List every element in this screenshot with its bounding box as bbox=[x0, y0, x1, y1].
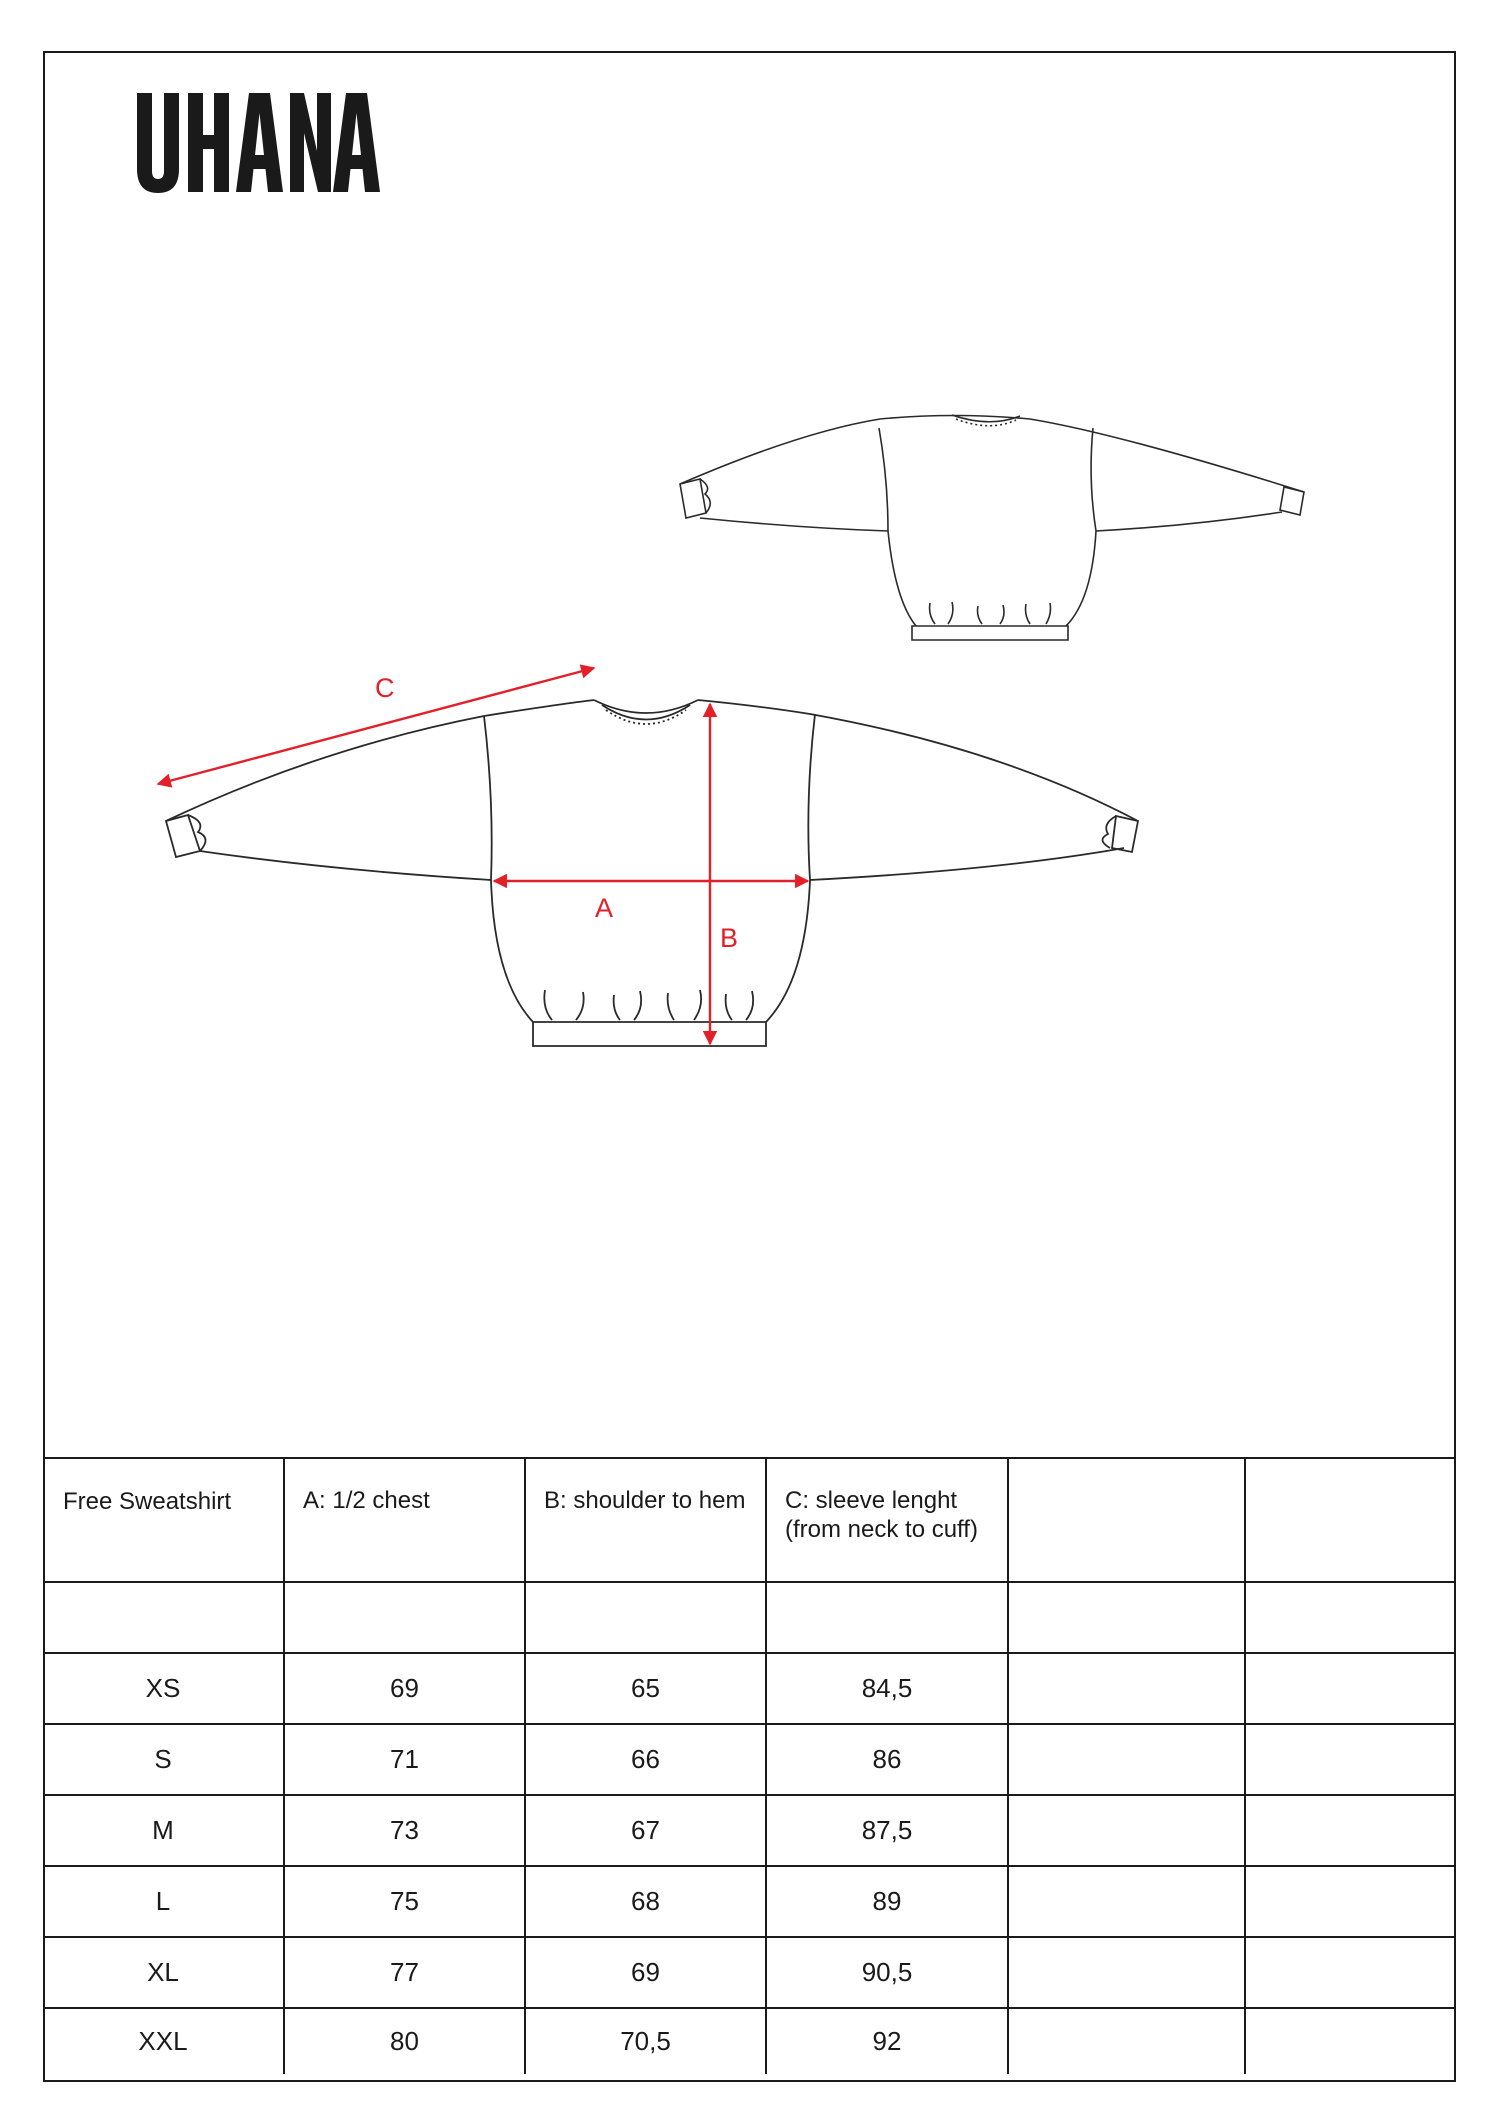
table-row bbox=[43, 1724, 1456, 1795]
measure-arrows bbox=[158, 668, 808, 1044]
chest-cell: 73 bbox=[284, 1795, 525, 1866]
chest-cell: 71 bbox=[284, 1724, 525, 1795]
size-cell: XS bbox=[43, 1653, 284, 1724]
size-cell: XL bbox=[43, 1937, 284, 2008]
table-row bbox=[43, 2008, 1456, 2074]
header-cell: C: sleeve lenght (from neck to cuff) bbox=[766, 1458, 1008, 1582]
size-cell: S bbox=[43, 1724, 284, 1795]
sleeve-cell: 84,5 bbox=[766, 1653, 1008, 1724]
empty-cell bbox=[1245, 2008, 1456, 2074]
size-table bbox=[43, 1457, 1456, 2074]
sleeve-cell: 86 bbox=[766, 1724, 1008, 1795]
table-row bbox=[43, 1795, 1456, 1866]
sleeve-cell: 92 bbox=[766, 2008, 1008, 2074]
table-row bbox=[43, 1937, 1456, 2008]
table-header-row bbox=[43, 1458, 1456, 1582]
empty-cell bbox=[1008, 1866, 1245, 1937]
table-row bbox=[43, 1866, 1456, 1937]
length-cell: 65 bbox=[525, 1653, 766, 1724]
table-row bbox=[43, 1653, 1456, 1724]
empty-cell bbox=[1245, 1724, 1456, 1795]
empty-cell bbox=[1008, 1724, 1245, 1795]
sleeve-cell: 87,5 bbox=[766, 1795, 1008, 1866]
sweatshirt-front-view bbox=[166, 700, 1138, 1046]
header-cell bbox=[1245, 1458, 1456, 1582]
size-cell: M bbox=[43, 1795, 284, 1866]
length-cell: 66 bbox=[525, 1724, 766, 1795]
empty-cell bbox=[1008, 2008, 1245, 2074]
empty-cell bbox=[1008, 1937, 1245, 2008]
empty-cell bbox=[1008, 1653, 1245, 1724]
empty-cell bbox=[1245, 1866, 1456, 1937]
header-cell: Free Sweatshirt bbox=[43, 1458, 284, 1582]
header-cell: A: 1/2 chest bbox=[284, 1458, 525, 1582]
length-cell: 67 bbox=[525, 1795, 766, 1866]
length-cell: 70,5 bbox=[525, 2008, 766, 2074]
sleeve-cell: 90,5 bbox=[766, 1937, 1008, 2008]
length-cell: 69 bbox=[525, 1937, 766, 2008]
measure-label-c: C bbox=[375, 673, 395, 703]
empty-cell bbox=[1245, 1937, 1456, 2008]
empty-cell bbox=[1008, 1795, 1245, 1866]
size-cell: L bbox=[43, 1866, 284, 1937]
size-cell: XXL bbox=[43, 2008, 284, 2074]
empty-cell bbox=[1245, 1795, 1456, 1866]
header-cell bbox=[1008, 1458, 1245, 1582]
chest-cell: 80 bbox=[284, 2008, 525, 2074]
chest-cell: 69 bbox=[284, 1653, 525, 1724]
chest-cell: 77 bbox=[284, 1937, 525, 2008]
chest-cell: 75 bbox=[284, 1866, 525, 1937]
measure-label-b: B bbox=[720, 923, 739, 953]
header-cell: B: shoulder to hem bbox=[525, 1458, 766, 1582]
table-spacer-row bbox=[43, 1582, 1456, 1653]
empty-cell bbox=[1245, 1653, 1456, 1724]
sleeve-cell: 89 bbox=[766, 1866, 1008, 1937]
sweatshirt-back-view bbox=[680, 415, 1304, 640]
measure-label-a: A bbox=[595, 893, 614, 923]
length-cell: 68 bbox=[525, 1866, 766, 1937]
